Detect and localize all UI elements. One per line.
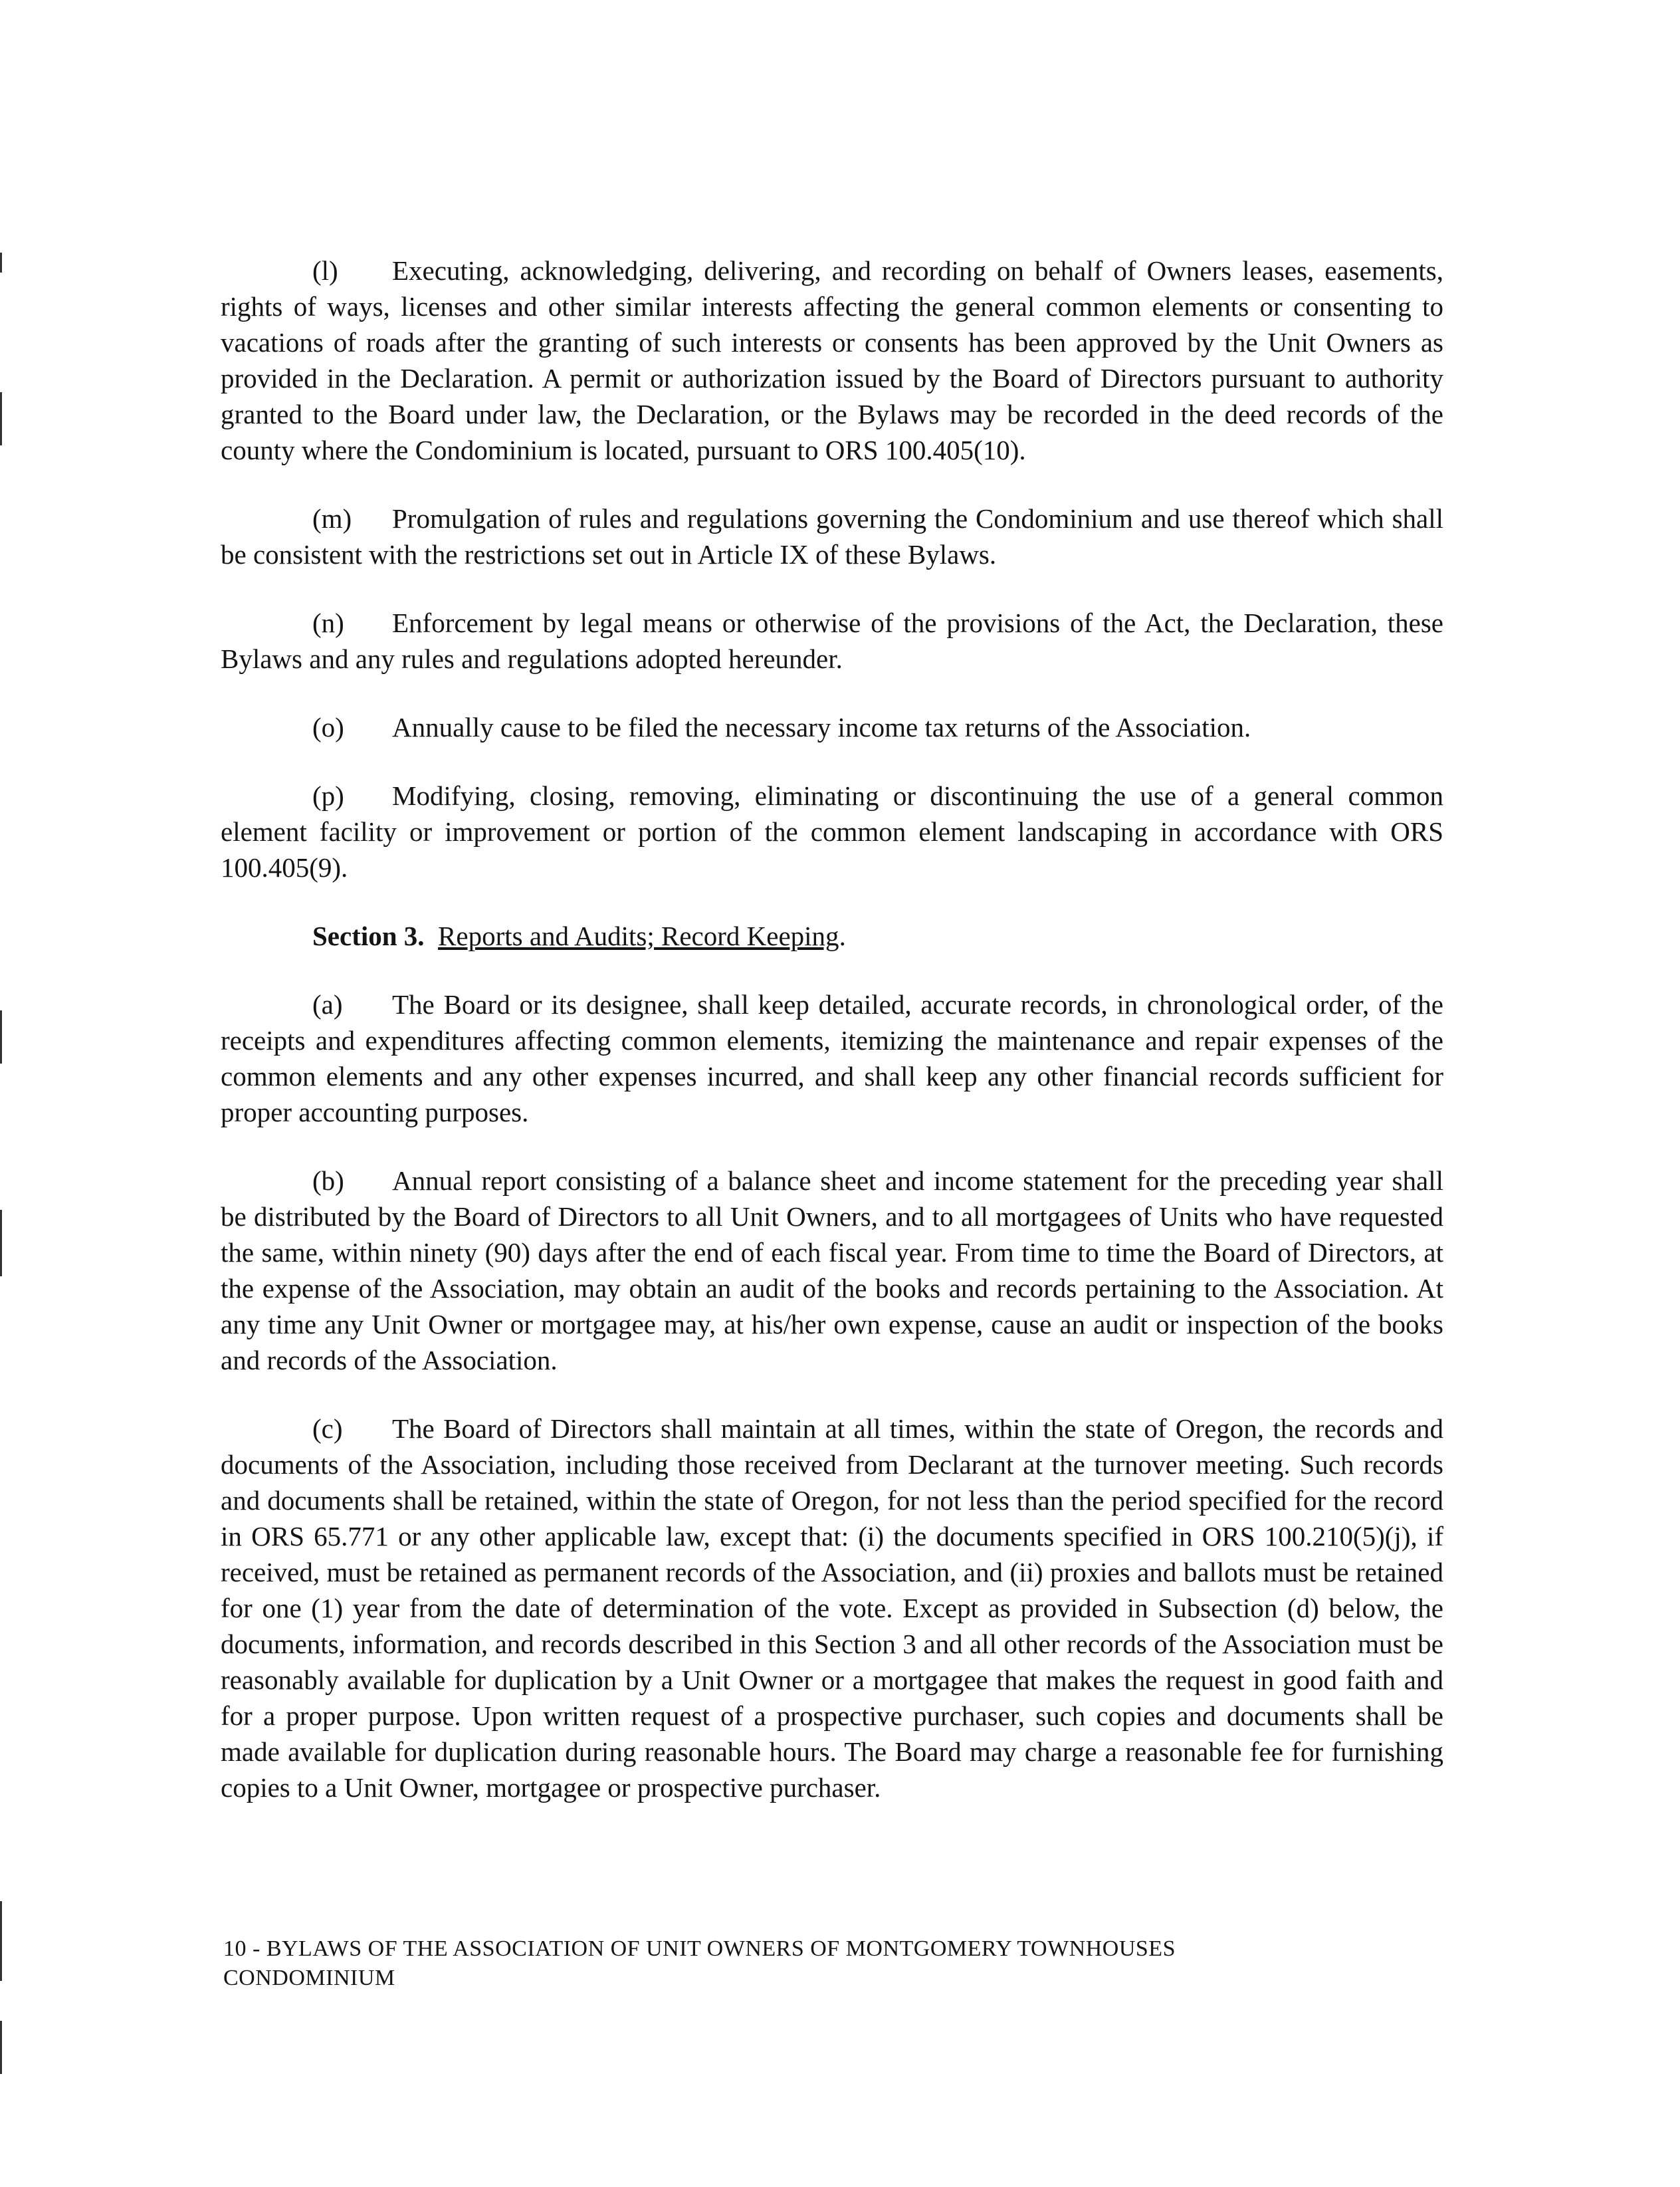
paragraph-text: Annually cause to be filed the necessary income tax returns of the Association.	[392, 712, 1251, 743]
paragraph-b	[221, 1163, 1443, 1378]
scan-margin-mark	[0, 1901, 2, 1981]
document-body	[221, 253, 1443, 1838]
paragraph-text: Modifying, closing, removing, eliminating or discontinuing the use of a general common element facility or improvement or portion of the common element landscaping in accordance with ORS 100.405(9).	[221, 780, 1443, 883]
paragraph-p	[221, 778, 1443, 885]
paragraph-text: Annual report consisting of a balance sheet and income statement for the preceding year shall be distributed by the Board of Directors to all Unit Owners, and to all mortgagees of Units who have requested the same, within ninety (90) days after the end of each fiscal year. From time to time the Board of Directors, at the expense of the Association, may obtain an audit of the books and records pertaining to the Association. At any time any Unit Owner or mortgagee may, at his/her own expense, cause an audit or inspection of the books and records of the Association.	[221, 1165, 1443, 1375]
paragraph-text: Promulgation of rules and regulations governing the Condominium and use thereof which shall be consistent with the restrictions set out in Article IX of these Bylaws.	[221, 503, 1443, 570]
footer-line-2: CONDOMINIUM	[223, 1966, 395, 1990]
section-title-suffix: .	[839, 921, 846, 951]
section-heading	[221, 918, 1443, 954]
paragraph-a	[221, 986, 1443, 1130]
paragraph-label: (n)	[312, 608, 344, 638]
section-number: Section 3.	[312, 921, 425, 951]
paragraph-label: (o)	[312, 712, 344, 743]
paragraph-c	[221, 1411, 1443, 1805]
paragraph-text: The Board or its designee, shall keep detailed, accurate records, in chronological order, of the receipts and expenditures affecting common elements, itemizing the maintenance and repair expenses of the common elements and any other expenses incurred, and shall keep any other financial records sufficient for proper accounting purposes.	[221, 989, 1443, 1127]
paragraph-n	[221, 605, 1443, 677]
paragraph-text: Enforcement by legal means or otherwise of the provisions of the Act, the Declaration, these Bylaws and any rules and regulations adopted hereunder.	[221, 608, 1443, 674]
scan-margin-mark	[0, 1010, 2, 1064]
scan-margin-mark	[0, 392, 2, 445]
paragraph-label: (c)	[312, 1413, 343, 1444]
paragraph-label: (m)	[312, 503, 352, 534]
paragraph-text: Executing, acknowledging, delivering, and recording on behalf of Owners leases, easements, rights of ways, licenses and other similar interests affecting the general common elements or consenting to vacations of roads after the granting of such interests or consents has been approved by the Unit Owners as provided in the Declaration. A permit or authorization issued by the Board of Directors pursuant to authority granted to the Board under law, the Declaration, or the Bylaws may be recorded in the deed records of the county where the Condominium is located, pursuant to ORS 100.405(10).	[221, 255, 1443, 465]
section-title: Reports and Audits; Record Keeping	[438, 921, 839, 951]
paragraph-label: (b)	[312, 1165, 344, 1196]
scan-margin-mark	[0, 2021, 2, 2074]
paragraph-text: The Board of Directors shall maintain at all times, within the state of Oregon, the records and documents of the Association, including those received from Declarant at the turnover meeting. Such records and documents shall be retained, within the state of Oregon, for not less than the period specified for the record in ORS 65.771 or any other applicable law, except that: (i) the documents specified in ORS 100.210(5)(j), if received, must be retained as permanent records of the Association, and (ii) proxies and ballots must be retained for one (1) year from the date of determination of the vote. Except as provided in Subsection (d) below, the documents, information, and records described in this Section 3 and all other records of the Association must be reasonably available for duplication by a Unit Owner or a mortgagee that makes the request in good faith and for a proper purpose. Upon written request of a prospective purchaser, such copies and documents shall be made available for duplication during reasonable hours. The Board may charge a reasonable fee for furnishing copies to a Unit Owner, mortgagee or prospective purchaser.	[221, 1413, 1443, 1803]
scan-margin-mark	[0, 1210, 2, 1276]
paragraph-label: (a)	[312, 989, 343, 1020]
paragraph-l	[221, 253, 1443, 468]
paragraph-label: (p)	[312, 780, 344, 811]
paragraph-o	[221, 709, 1443, 745]
paragraph-label: (l)	[312, 255, 338, 286]
paragraph-m	[221, 501, 1443, 572]
scan-margin-mark	[0, 253, 2, 273]
footer-line-1: 10 - BYLAWS OF THE ASSOCIATION OF UNIT OWNERS OF MONTGOMERY TOWNHOUSES	[223, 1936, 1176, 1961]
page-footer	[223, 1934, 1353, 1993]
